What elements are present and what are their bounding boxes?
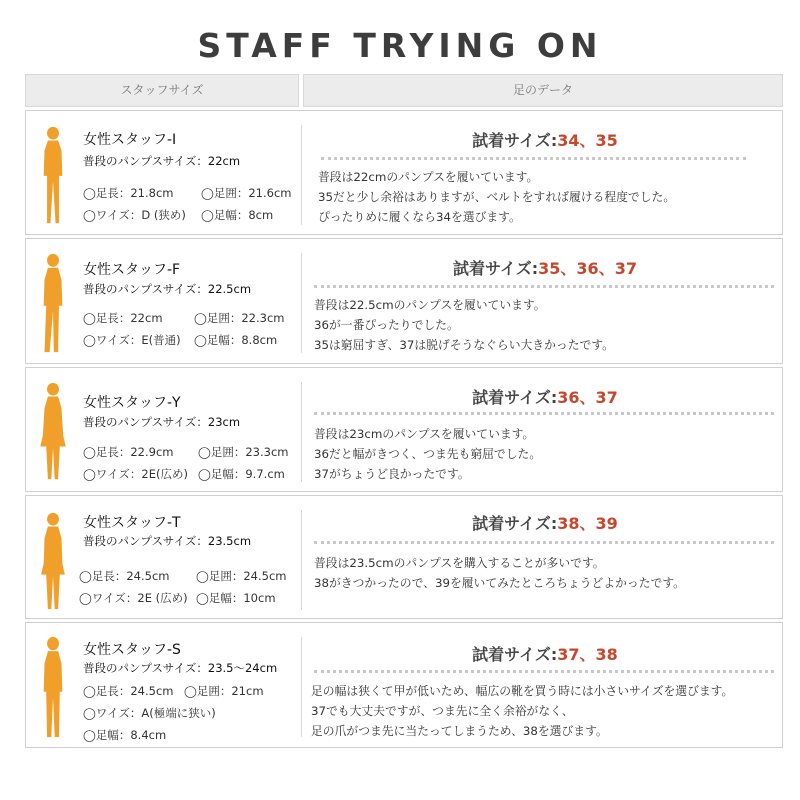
foot-length: ◯足長：24.5cm: [83, 684, 174, 698]
comment-line: 普段は22cmのパンプスを履いています。: [318, 170, 539, 184]
staff-name: 女性スタッフ-F: [83, 262, 181, 278]
foot-girth: ◯足囲：23.3cm: [198, 445, 289, 459]
foot-wise: ◯ワイズ：2E(広め): [83, 467, 188, 481]
staff-row-f: [25, 238, 783, 364]
comment-line: 普段は23cmのパンプスを履いています。: [314, 427, 535, 441]
staff-name: 女性スタッフ-T: [83, 515, 181, 531]
foot-wise: ◯ワイズ：A(極端に狭い): [83, 706, 216, 720]
foot-width: ◯足幅：9.7.cm: [198, 467, 285, 481]
comment-line: 38がきつかったので、39を履いてみたところちょうどよかったです。: [314, 576, 685, 590]
foot-length: ◯足長：24.5cm: [79, 569, 170, 583]
woman-silhouette-icon: [36, 125, 70, 225]
comment-line: ぴったりめに履くなら34を選びます。: [318, 210, 521, 224]
woman-silhouette-icon: [36, 635, 70, 739]
foot-width: ◯足幅：10cm: [196, 591, 276, 605]
usual-pump-size: 普段のパンプスサイズ：22.5cm: [83, 282, 252, 296]
header-foot-data: 足のデータ: [303, 74, 783, 107]
woman-silhouette-icon: [36, 511, 70, 611]
foot-wise: ◯ワイズ：2E (広め): [79, 591, 188, 605]
staff-name: 女性スタッフ-I: [83, 132, 177, 148]
foot-girth: ◯足囲：21.6cm: [201, 186, 292, 200]
foot-width: ◯足幅：8.4cm: [83, 728, 167, 742]
foot-girth: ◯足囲：22.3cm: [194, 311, 285, 325]
usual-pump-size: 普段のパンプスサイズ：23.5〜24cm: [83, 661, 278, 675]
staff-name: 女性スタッフ-S: [83, 642, 181, 658]
comment-line: 35だと少し余裕はありますが、ベルトをすれば履ける程度でした。: [318, 190, 676, 204]
comment-line: 37でも大丈夫ですが、つま先に全く余裕がなく、: [311, 704, 574, 718]
comment-line: 足の爪がつま先に当たってしまうため、38を選びます。: [311, 724, 608, 738]
dotted-separator: [314, 670, 774, 673]
dotted-separator: [314, 285, 774, 288]
comment-line: 36が一番ぴったりでした。: [314, 318, 459, 332]
comment-line: 普段は23.5cmのパンプスを購入することが多いです。: [314, 556, 605, 570]
usual-pump-size: 普段のパンプスサイズ：22cm: [83, 154, 241, 168]
header-staff-size: スタッフサイズ: [25, 74, 299, 107]
usual-pump-size: 普段のパンプスサイズ：23.5cm: [83, 534, 252, 548]
foot-length: ◯足長：22cm: [83, 311, 163, 325]
comment-line: 36だと幅がきつく、つま先も窮屈でした。: [314, 447, 542, 461]
staff-row-y: [25, 367, 783, 492]
page-title: STAFF TRYING ON: [197, 26, 603, 65]
foot-wise: ◯ワイズ：D (狭め): [83, 208, 186, 222]
comment-line: 普段は22.5cmのパンプスを履いています。: [314, 298, 546, 312]
foot-girth: ◯足囲：24.5cm: [196, 569, 287, 583]
foot-wise: ◯ワイズ：E(普通): [83, 333, 181, 347]
foot-width: ◯足幅：8cm: [201, 208, 274, 222]
comment-line: 35は窮屈すぎ、37は脱げそうなぐらい大きかったです。: [314, 338, 614, 352]
woman-silhouette-icon: [36, 381, 70, 481]
foot-girth: ◯足囲：21cm: [184, 684, 264, 698]
comment-line: 足の幅は狭くて甲が低いため、幅広の靴を買う時には小さいサイズを選びます。: [311, 684, 734, 698]
table-header: [25, 74, 783, 107]
dotted-separator: [314, 541, 774, 544]
staff-row-t: [25, 495, 783, 619]
foot-length: ◯足長：21.8cm: [83, 186, 174, 200]
woman-silhouette-icon: [36, 252, 70, 354]
trial-sizes: 試着サイズ:37、38: [472, 645, 618, 664]
usual-pump-size: 普段のパンプスサイズ：23cm: [83, 415, 241, 429]
staff-name: 女性スタッフ-Y: [83, 395, 181, 411]
trial-sizes: 試着サイズ:36、37: [472, 388, 618, 407]
staff-row-i: [25, 110, 783, 235]
dotted-separator: [321, 157, 746, 160]
foot-length: ◯足長：22.9cm: [83, 445, 174, 459]
trial-sizes: 試着サイズ:35、36、37: [453, 259, 637, 278]
dotted-separator: [314, 412, 774, 415]
comment-line: 37がちょうど良かったです。: [314, 467, 470, 481]
foot-width: ◯足幅：8.8cm: [194, 333, 278, 347]
staff-row-s: [25, 622, 783, 748]
trial-sizes: 試着サイズ:34、35: [472, 131, 618, 150]
trial-sizes: 試着サイズ:38、39: [472, 514, 618, 533]
